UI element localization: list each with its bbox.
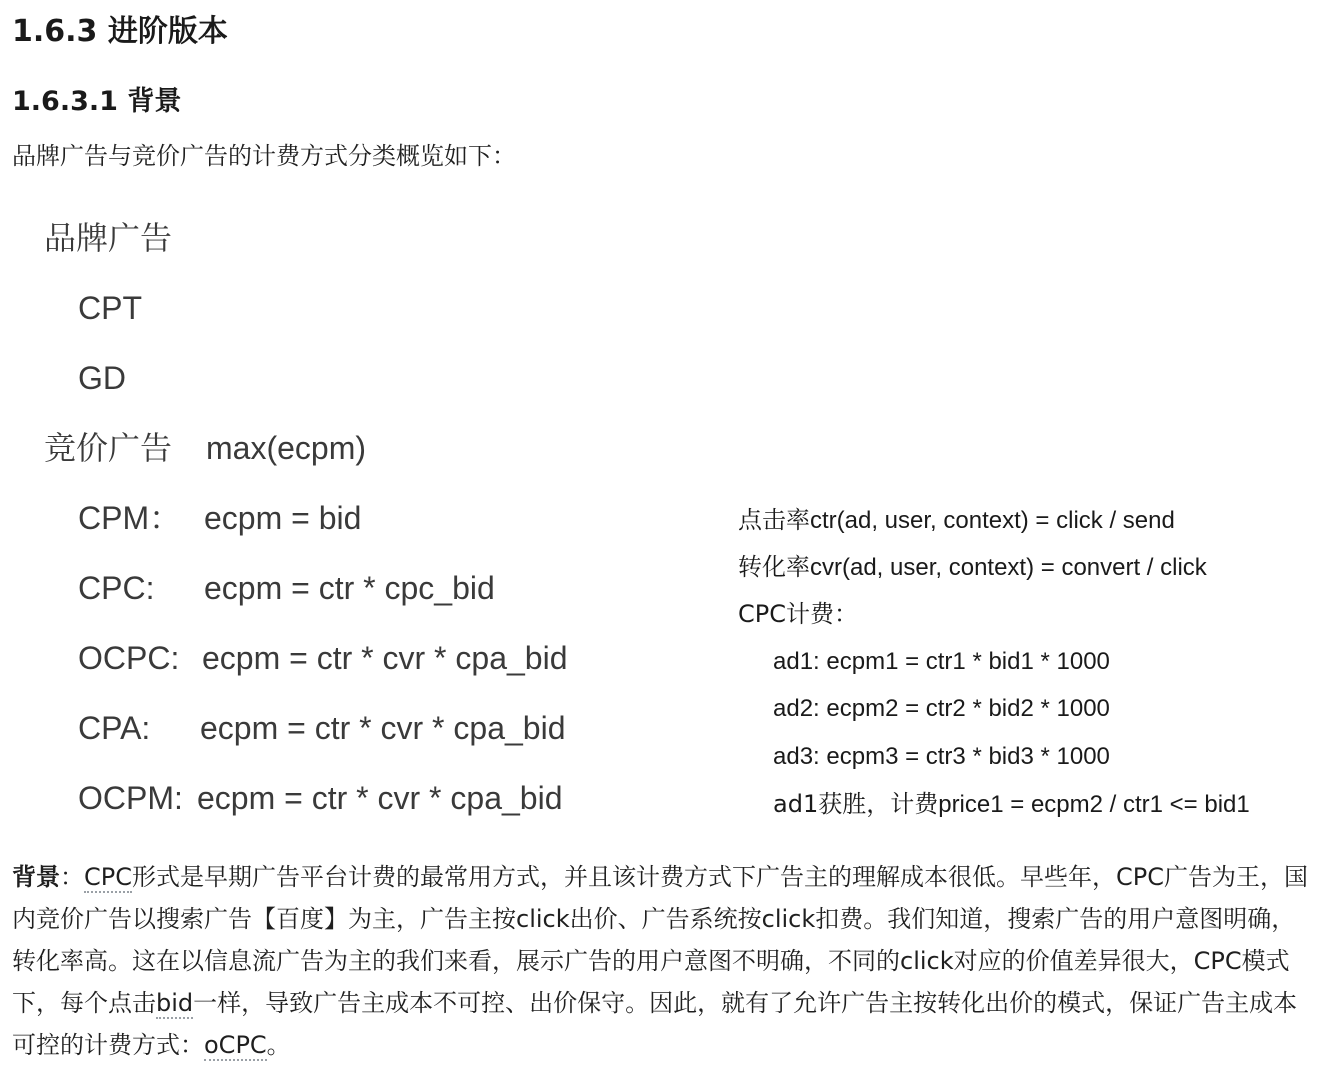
- row-label-cpa: CPA:: [78, 710, 151, 746]
- cpc-billing-title: CPC计费：: [738, 600, 858, 628]
- winner-prefix: ad1获胜，计费: [773, 790, 939, 818]
- ad1-line: ad1: ecpm1 = ctr1 * bid1 * 1000: [773, 648, 1110, 675]
- cvr-formula: cvr(ad, user, context) = convert / click: [810, 554, 1207, 581]
- billing-overview-figure: [0, 196, 1324, 832]
- brand-item-gd: GD: [78, 360, 126, 396]
- paragraph-end: 。: [266, 1031, 291, 1059]
- row-label-ocpc: OCPC:: [78, 640, 180, 676]
- cpc-term: CPC: [84, 863, 132, 891]
- brand-item-cpt: CPT: [78, 290, 142, 326]
- cvr-label: 转化率: [738, 553, 810, 581]
- background-paragraph: [12, 856, 1318, 1066]
- paragraph-text-1: 形式是早期广告平台计费的最常用方式，并且该计费方式下广告主的理解成本很低。早些年，CPC广告为王，国内竞价广告以搜索广告【百度】为主，广告主按click出价、广告系统按click扣费。我们知道，搜索广告的用户意图明确，转化率高。这在以信息流广告为主的我们来看，展示广告的用户意图不明确，不同的click对应的价值差异很大，CPC模式下，每个点击: [12, 863, 1308, 1017]
- ctr-line: [738, 504, 1175, 537]
- background-colon: ：: [60, 863, 84, 891]
- row-label-ocpm: OCPM:: [78, 780, 183, 816]
- row-label-cpm: CPM：: [78, 500, 182, 536]
- ctr-label: 点击率: [738, 506, 810, 534]
- section-heading: 1.6.3 进阶版本: [12, 14, 228, 49]
- winner-formula: price1 = ecpm2 / ctr1 <= bid1: [938, 791, 1250, 818]
- ad2-line: ad2: ecpm2 = ctr2 * bid2 * 1000: [773, 695, 1110, 722]
- background-label: 背景: [12, 863, 60, 891]
- subsection-heading: 1.6.3.1 背景: [12, 86, 182, 117]
- row-formula-ocpm: ecpm = ctr * cvr * cpa_bid: [197, 780, 563, 816]
- ad3-line: ad3: ecpm3 = ctr3 * bid3 * 1000: [773, 743, 1110, 770]
- row-formula-cpa: ecpm = ctr * cvr * cpa_bid: [200, 710, 566, 746]
- cvr-line: [738, 551, 1207, 584]
- intro-text: 品牌广告与竞价广告的计费方式分类概览如下：: [12, 142, 516, 170]
- ctr-formula: ctr(ad, user, context) = click / send: [810, 507, 1175, 534]
- row-formula-ocpc: ecpm = ctr * cvr * cpa_bid: [202, 640, 568, 676]
- bid-term: bid: [156, 989, 194, 1017]
- row-formula-cpc: ecpm = ctr * cpc_bid: [204, 570, 495, 606]
- brand-ads-title: 品牌广告: [44, 219, 173, 257]
- bid-ads-title: 竞价广告: [44, 429, 173, 467]
- paragraph-text-2: 一样，导致广告主成本不可控、出价保守。因此，就有了允许广告主按转化出价的模式，保证广告主成本可控的计费方式：: [12, 989, 1298, 1059]
- row-formula-cpm: ecpm = bid: [204, 500, 362, 536]
- winner-line: [773, 788, 1250, 821]
- bid-ads-formula: max(ecpm): [206, 430, 367, 466]
- row-label-cpc: CPC:: [78, 570, 155, 606]
- ocpc-term: oCPC: [204, 1031, 267, 1059]
